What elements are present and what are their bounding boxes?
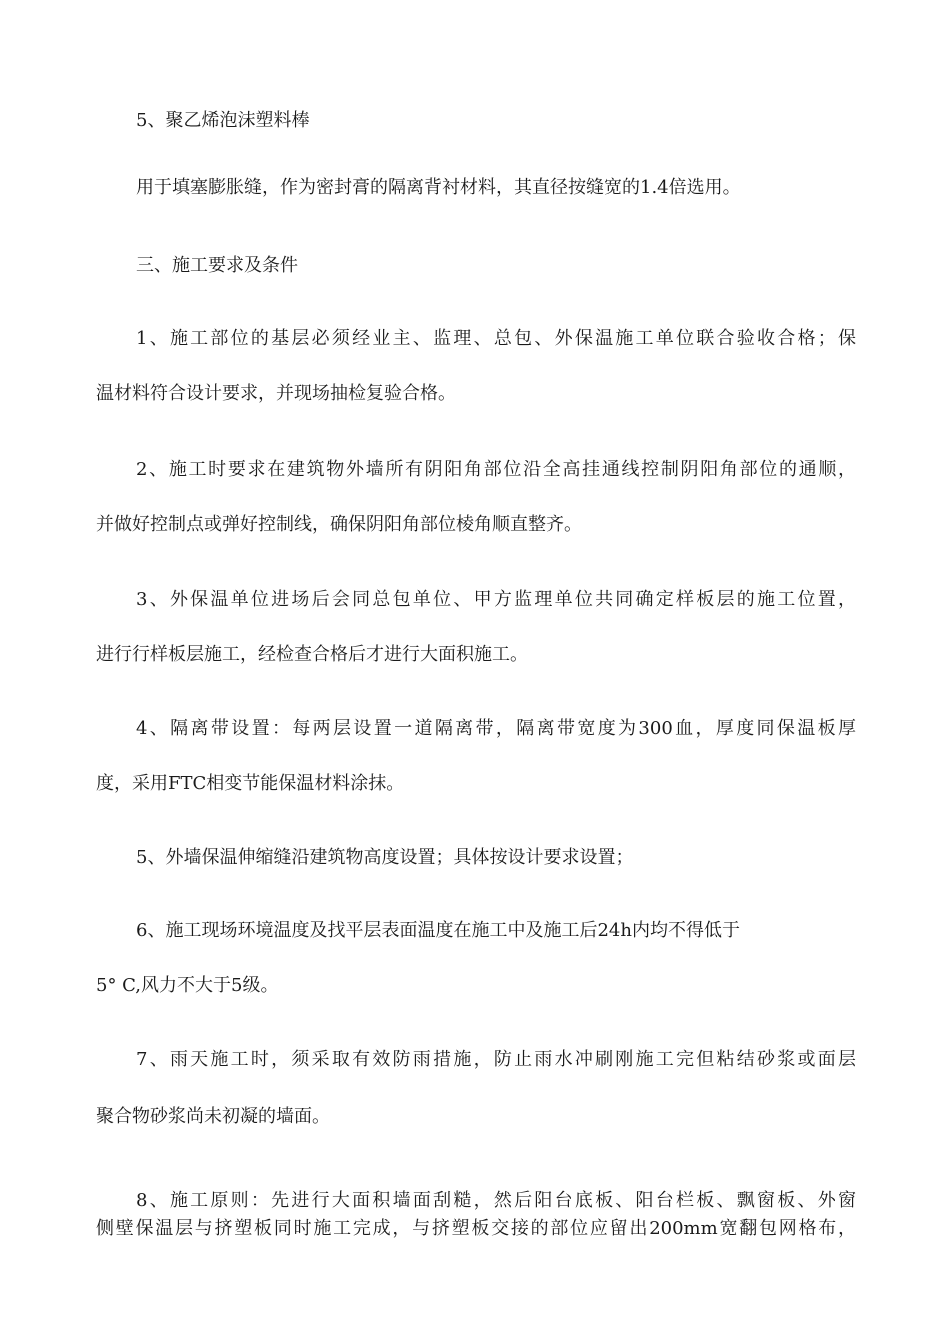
req5-line1: 5、外墙保温伸缩缝沿建筑物高度设置；具体按设计要求设置；	[136, 847, 634, 868]
req8-line2: 侧壁保温层与挤塑板同时施工完成，与挤塑板交接的部位应留出200mm宽翻包网格布，	[96, 1218, 856, 1239]
req6-line1: 6、施工现场环境温度及找平层表面温度在施工中及施工后24h内均不得低于	[136, 920, 740, 941]
req4-line1: 4、隔离带设置：每两层设置一道隔离带，隔离带宽度为300血，厚度同保温板厚	[136, 718, 856, 739]
req6-line2: 5° C,风力不大于5级。	[96, 975, 279, 996]
req8-line1: 8、施工原则：先进行大面积墙面刮糙，然后阳台底板、阳台栏板、飘窗板、外窗	[136, 1190, 856, 1211]
req7-line1: 7、雨天施工时，须采取有效防雨措施，防止雨水冲刷刚施工完但粘结砂浆或面层	[136, 1049, 856, 1070]
req3-line2: 进行行样板层施工，经检查合格后才进行大面积施工。	[96, 644, 528, 665]
req1-line1: 1、施工部位的基层必须经业主、监理、总包、外保温施工单位联合验收合格；保	[136, 328, 856, 349]
req3-line1: 3、外保温单位进场后会同总包单位、甲方监理单位共同确定样板层的施工位置，	[136, 589, 856, 610]
req2-line1: 2、施工时要求在建筑物外墙所有阴阳角部位沿全高挂通线控制阴阳角部位的通顺，	[136, 459, 856, 480]
req2-line2: 并做好控制点或弹好控制线，确保阴阳角部位棱角顺直整齐。	[96, 514, 582, 535]
section3-heading: 三、施工要求及条件	[136, 255, 298, 276]
req7-line2: 聚合物砂浆尚未初凝的墙面。	[96, 1106, 330, 1127]
item5-title: 5、聚乙烯泡沫塑料棒	[136, 110, 310, 131]
item5-description: 用于填塞膨胀缝，作为密封膏的隔离背衬材料，其直径按缝宽的1.4倍选用。	[136, 177, 741, 198]
req4-line2: 度，采用FTC相变节能保温材料涂抹。	[96, 773, 405, 794]
req1-line2: 温材料符合设计要求，并现场抽检复验合格。	[96, 383, 456, 404]
